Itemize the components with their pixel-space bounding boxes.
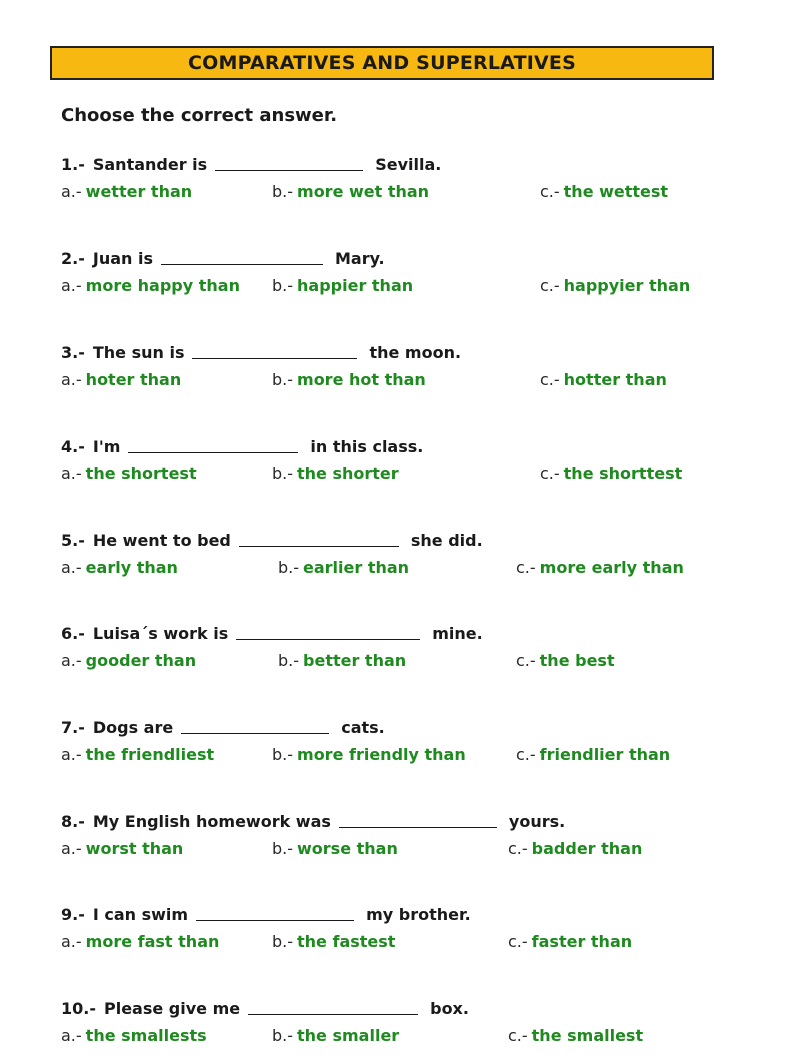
option-text: the fastest [297,932,396,951]
question-stem [61,902,471,924]
option-letter: c.- [508,932,528,951]
question-text-after: Sevilla. [375,155,442,174]
question-text-after: my brother. [366,905,471,924]
question-text-after: the moon. [369,343,462,362]
answer-option-c[interactable] [540,182,668,201]
option-text: more fast than [85,932,220,951]
option-letter: c.- [540,276,560,295]
question-text-before: Dogs are [92,718,174,737]
answer-blank[interactable] [339,826,497,828]
option-text: badder than [531,839,643,858]
question-number: 1.- [61,155,85,174]
option-text: happyier than [563,276,691,295]
question-stem [61,340,461,362]
option-letter: a.- [61,839,82,858]
question-stem [61,528,483,550]
answer-option-c[interactable] [516,558,684,577]
answer-option-c[interactable] [508,932,632,951]
answer-option-b[interactable] [272,839,398,858]
option-text: more friendly than [297,745,466,764]
question-text-before: The sun is [92,343,185,362]
option-letter: c.- [540,370,560,389]
option-letter: a.- [61,651,82,670]
question-number: 9.- [61,905,85,924]
question-number: 6.- [61,624,85,643]
answer-option-a[interactable] [61,932,219,951]
option-letter: b.- [278,651,300,670]
answer-blank[interactable] [239,545,399,547]
option-text: more early than [539,558,684,577]
option-letter: a.- [61,276,82,295]
question-text-before: Please give me [103,999,241,1018]
answer-option-a[interactable] [61,276,240,295]
answer-option-a[interactable] [61,839,183,858]
answer-blank[interactable] [215,169,363,171]
option-text: the shortest [85,464,197,483]
question-stem [61,152,441,174]
answer-option-b[interactable] [272,1026,399,1045]
question-text-after: mine. [432,624,483,643]
option-letter: b.- [278,558,300,577]
question-text-after: she did. [410,531,483,550]
option-letter: b.- [272,464,294,483]
option-text: worst than [85,839,184,858]
option-text: worse than [297,839,398,858]
option-text: the smallest [531,1026,644,1045]
question-text-after: cats. [341,718,385,737]
question-text-before: I'm [92,437,121,456]
question-text-after: box. [430,999,469,1018]
answer-option-b[interactable] [272,464,399,483]
answer-option-c[interactable] [516,745,670,764]
question-text-before: My English homework was [92,812,331,831]
answer-blank[interactable] [248,1013,418,1015]
answer-option-b[interactable] [278,651,406,670]
answer-option-a[interactable] [61,745,214,764]
answer-option-b[interactable] [272,182,429,201]
answer-blank[interactable] [236,638,420,640]
question-text-before: I can swim [92,905,189,924]
question-text-after: yours. [508,812,566,831]
question-text-after: Mary. [334,249,385,268]
answer-option-a[interactable] [61,182,192,201]
option-letter: c.- [508,839,528,858]
question-stem [61,809,565,831]
answer-option-b[interactable] [272,370,426,389]
option-letter: a.- [61,932,82,951]
answer-option-a[interactable] [61,464,197,483]
question-number: 4.- [61,437,85,456]
option-text: more wet than [297,182,430,201]
answer-option-b[interactable] [272,276,413,295]
option-letter: c.- [516,745,536,764]
option-letter: b.- [272,370,294,389]
option-letter: c.- [516,651,536,670]
question-stem [61,621,483,643]
answer-option-a[interactable] [61,1026,207,1045]
option-letter: c.- [508,1026,528,1045]
answer-option-c[interactable] [508,839,642,858]
worksheet-title-banner [50,46,714,80]
question-text-before: He went to bed [92,531,231,550]
question-stem [61,246,385,268]
option-text: hotter than [563,370,667,389]
answer-blank[interactable] [196,919,354,921]
question-text-after: in this class. [310,437,424,456]
answer-blank[interactable] [161,263,323,265]
option-text: friendlier than [539,745,671,764]
question-text-before: Luisa´s work is [92,624,229,643]
question-number: 10.- [61,999,96,1018]
option-text: gooder than [85,651,197,670]
option-text: the smallests [85,1026,207,1045]
option-text: better than [303,651,407,670]
option-letter: b.- [272,839,294,858]
question-number: 5.- [61,531,85,550]
option-text: early than [85,558,178,577]
question-text-before: Santander is [92,155,208,174]
instruction-text: Choose the correct answer. [61,105,338,126]
answer-option-c[interactable] [508,1026,643,1045]
answer-option-b[interactable] [278,558,409,577]
option-letter: a.- [61,464,82,483]
question-number: 2.- [61,249,85,268]
answer-option-a[interactable] [61,558,178,577]
option-text: wetter than [85,182,193,201]
option-letter: b.- [272,182,294,201]
option-letter: c.- [540,182,560,201]
option-text: the shorter [297,464,399,483]
answer-option-c[interactable] [540,464,682,483]
answer-option-c[interactable] [540,370,667,389]
option-letter: a.- [61,1026,82,1045]
option-text: faster than [531,932,633,951]
option-text: more happy than [85,276,240,295]
question-number: 8.- [61,812,85,831]
option-text: earlier than [303,558,410,577]
option-letter: a.- [61,745,82,764]
answer-blank[interactable] [181,732,329,734]
option-text: the wettest [563,182,669,201]
option-letter: a.- [61,370,82,389]
answer-option-c[interactable] [516,651,615,670]
answer-option-a[interactable] [61,651,196,670]
option-text: more hot than [297,370,426,389]
question-stem [61,715,385,737]
option-letter: a.- [61,558,82,577]
question-number: 7.- [61,718,85,737]
answer-option-c[interactable] [540,276,690,295]
answer-option-b[interactable] [272,932,395,951]
question-text-before: Juan is [92,249,153,268]
option-letter: c.- [540,464,560,483]
question-number: 3.- [61,343,85,362]
option-text: the friendliest [85,745,215,764]
option-text: hoter than [85,370,182,389]
option-letter: b.- [272,1026,294,1045]
option-text: happier than [297,276,414,295]
question-stem [61,434,423,456]
worksheet-title: COMPARATIVES AND SUPERLATIVES [188,52,576,74]
answer-option-b[interactable] [272,745,466,764]
answer-option-a[interactable] [61,370,181,389]
answer-blank[interactable] [128,451,298,453]
answer-blank[interactable] [192,357,357,359]
option-text: the best [539,651,615,670]
option-letter: a.- [61,182,82,201]
question-stem [61,996,469,1018]
option-letter: c.- [516,558,536,577]
option-letter: b.- [272,745,294,764]
option-text: the shorttest [563,464,683,483]
option-letter: b.- [272,932,294,951]
option-letter: b.- [272,276,294,295]
option-text: the smaller [297,1026,400,1045]
